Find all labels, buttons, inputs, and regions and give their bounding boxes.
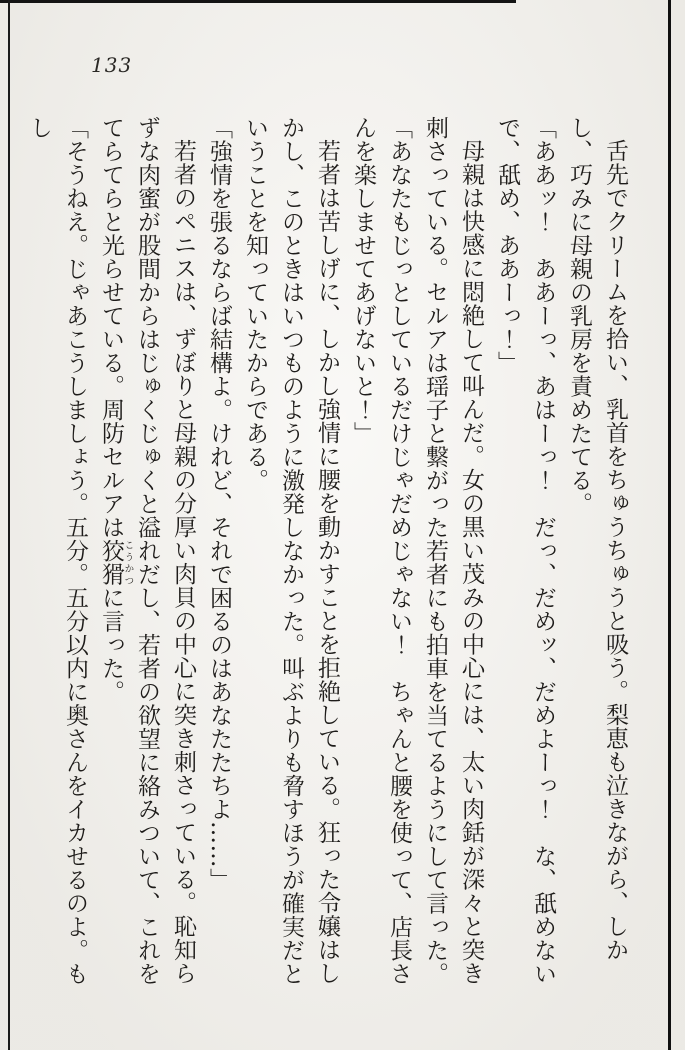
page-frame-top-line <box>0 0 516 3</box>
page-frame-right-line <box>668 0 671 1050</box>
body-text <box>26 116 633 998</box>
paragraph: 若者のペニスは、ずぼりと母親の分厚い肉貝の中心に突き刺さっている。恥知らずな肉蜜が股間からはじゅくじゅくと溢れだし、若者の欲望に絡みついて、これをてらてらと光らせている。周防セルアは狡猾こうかつに言った。 <box>98 116 196 986</box>
ruby-annotation: 狡猾こうかつ <box>98 539 134 586</box>
paragraph: 「ああッ！ ああーっ、あはーっ！ だっ、だめッ、だめよーっ！ な、舐めないで、舐め、ああーっ！」 <box>494 116 556 986</box>
paragraph: 母親は快感に悶絶して叫んだ。女の黒い茂みの中心には、太い肉銛が深々と突き刺さっている。セルアは瑶子と繋がった若者にも拍車を当てるようにして言った。 <box>422 116 484 986</box>
paragraph: 「そうねえ。じゃあこうしましょう。五分。五分以内に奥さんをイカせるのよ。もし <box>26 116 88 986</box>
page-number: 133 <box>91 53 133 77</box>
paragraph: 舌先でクリームを拾い、乳首をちゅうちゅうと吸う。梨恵も泣きながら、しかし、巧みに母親の乳房を責めたてる。 <box>566 116 628 962</box>
paragraph: 「強情を張るならば結構よ。けれど、それで困るのはあなたたちよ……」 <box>206 116 232 892</box>
paragraph: 若者は苦しげに、しかし強情に腰を動かすことを拒絶している。狂った令嬢はしかし、このときはいつものように激発しなかった。叫ぶよりも脅すほうが確実だということを知っていたからである。 <box>242 116 340 986</box>
paragraph: 「あなたもじっとしているだけじゃだめじゃない！ ちゃんと腰を使って、店長さんを楽しませてあげないと！」 <box>350 116 412 986</box>
page-frame-left-line <box>8 0 10 1050</box>
